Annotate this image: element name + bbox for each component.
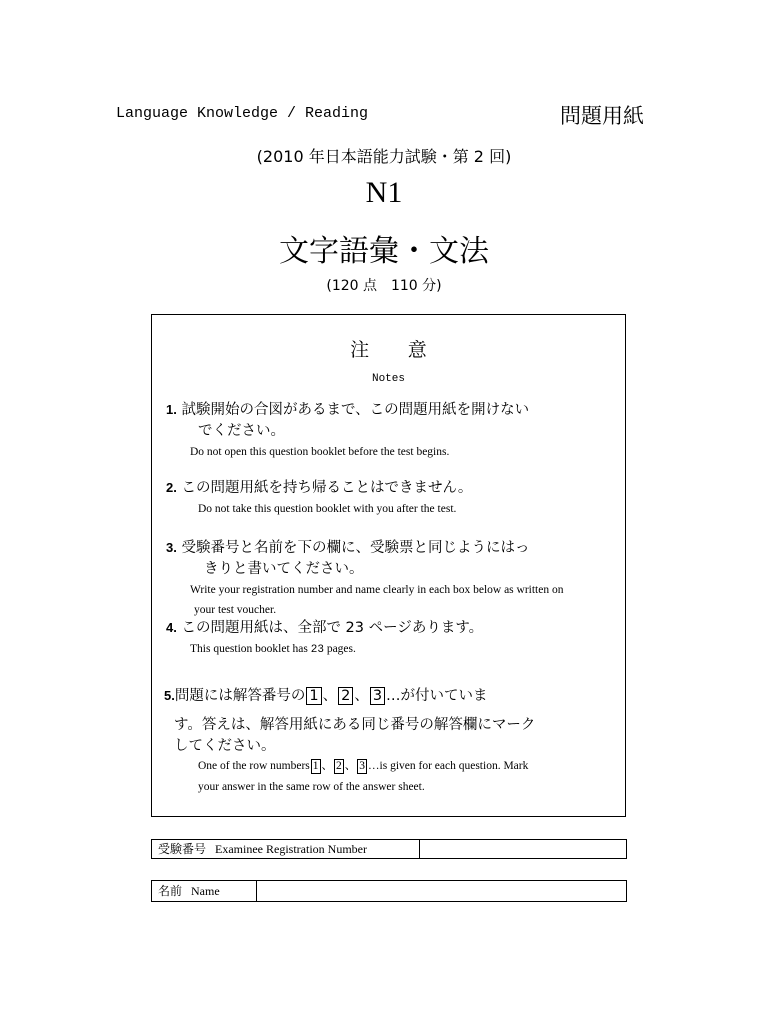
note-jp-text: してください。: [174, 738, 276, 754]
answer-number-box: 3: [370, 687, 385, 705]
note-jp-text: 問題には解答番号の: [174, 688, 306, 704]
note-item-5: [164, 685, 535, 795]
registration-number-field[interactable]: [151, 839, 627, 859]
note-number: 5.: [164, 688, 175, 703]
booklet-label: 問題用紙: [560, 104, 644, 128]
note-number: 4.: [166, 620, 177, 635]
note-en-text: Write your registration number and name clearly in each box below as written on: [190, 584, 564, 596]
name-field[interactable]: [151, 880, 627, 902]
separator: 、: [354, 688, 369, 704]
subject-title: 文字語彙・文法: [279, 234, 489, 269]
note-en-text: your answer in the same row of the answer sheet.: [198, 781, 425, 793]
page-count: 23: [310, 644, 324, 656]
notes-box: [151, 314, 626, 817]
exam-session: (2010 年日本語能力試験・第 2 回): [256, 147, 512, 166]
note-en-text: your test voucher.: [194, 604, 277, 616]
separator: 、: [322, 688, 338, 704]
note-en-text: Do not open this question booklet before the test begins.: [190, 446, 450, 458]
name-label-jp: 名前: [158, 884, 183, 898]
note-item-4: [166, 617, 483, 658]
note-number: 2.: [166, 480, 177, 495]
note-number: 1.: [166, 402, 177, 417]
note-number: 3.: [166, 540, 177, 555]
registration-label-jp: 受験番号: [158, 842, 207, 856]
answer-number-box: 1: [312, 760, 319, 772]
name-label-en: Name: [191, 884, 220, 898]
note-jp-text: …が付いていま: [386, 688, 488, 704]
note-jp-text: でください。: [198, 423, 285, 439]
score-time: (120 点 110 分): [326, 278, 442, 294]
name-label: [152, 881, 257, 901]
exam-level: N1: [365, 176, 403, 209]
answer-number-box: 2: [338, 687, 353, 705]
note-jp-text: 試験開始の合図があるまで、この問題用紙を開けない: [181, 402, 530, 418]
note-jp-text: す。答えは、解答用紙にある同じ番号の解答欄にマーク: [174, 717, 536, 733]
answer-number-box: 1: [306, 687, 321, 705]
note-jp-text: きりと書いてください。: [204, 561, 364, 577]
note-en-text: [164, 758, 535, 774]
note-jp-text: 受験番号と名前を下の欄に、受験票と同じようにはっ: [181, 540, 530, 556]
note-en-prefix: One of the row numbers: [198, 760, 310, 772]
notes-heading: 注 意: [350, 339, 427, 361]
registration-label-en: Examinee Registration Number: [215, 842, 367, 856]
note-en-text: [166, 641, 483, 658]
note-item-3: [166, 537, 563, 618]
separator: 、: [344, 760, 357, 772]
note-en-text: Do not take this question booklet with you after the test.: [198, 503, 457, 515]
note-en-suffix: …is given for each question. Mark: [368, 760, 529, 772]
answer-number-box: 3: [359, 760, 366, 772]
note-jp-text: この問題用紙を持ち帰ることはできません。: [181, 480, 473, 496]
notes-subheading: Notes: [371, 373, 405, 385]
note-item-1: [166, 399, 529, 460]
registration-number-label: [152, 840, 420, 858]
answer-number-box: 2: [336, 760, 342, 772]
section-label: Language Knowledge / Reading: [116, 105, 369, 122]
note-item-2: [166, 477, 472, 517]
separator: 、: [321, 760, 334, 772]
note-en-suffix: pages.: [326, 643, 356, 655]
note-en-prefix: This question booklet has: [190, 643, 308, 655]
note-jp-text: この問題用紙は、全部で 23 ページあります。: [181, 620, 484, 636]
